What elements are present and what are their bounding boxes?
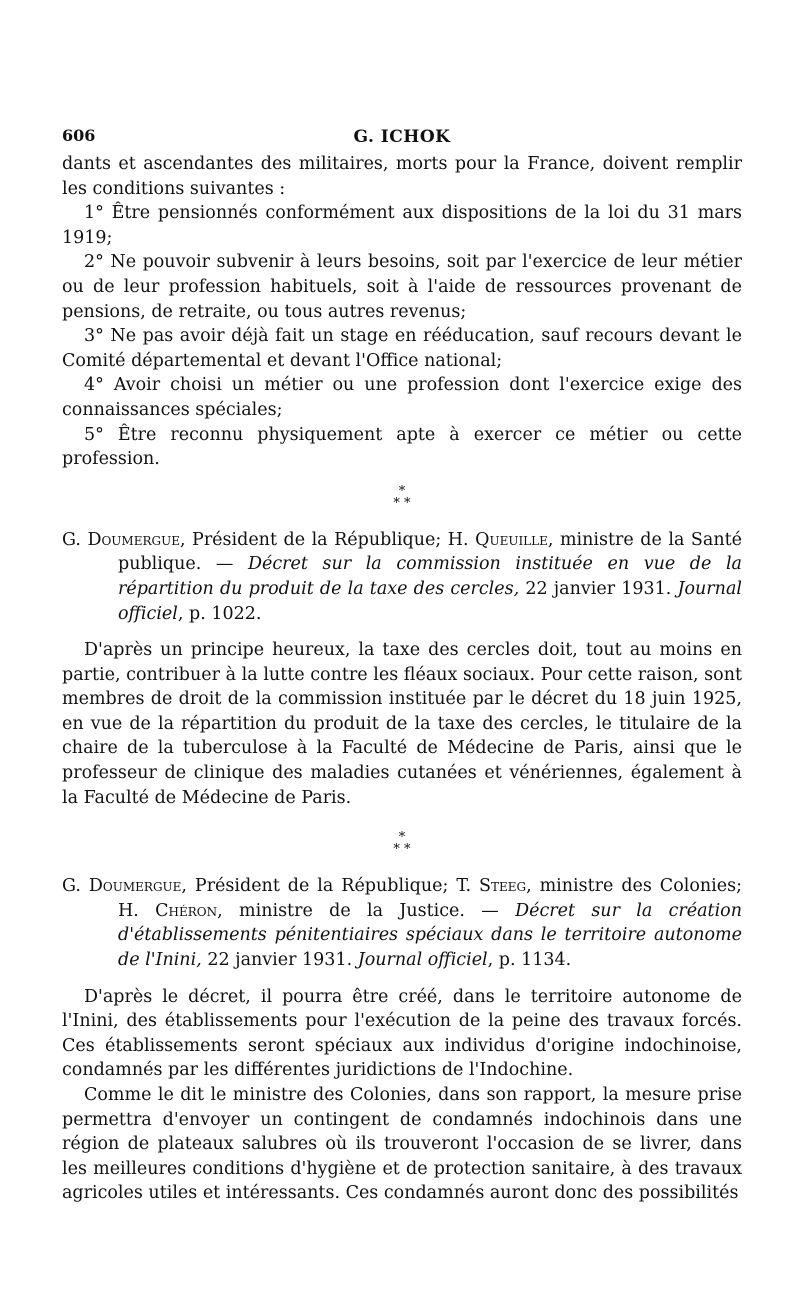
separator-star-bottom: * * [393,495,411,511]
condition-4: 4° Avoir choisi un métier ou une profession dont l'exercice exige des connaissances spéciales; [62,375,742,420]
condition-1: 1° Être pensionnés conformément aux dispositions de la loi du 31 mars 1919; [62,203,742,248]
author-name: Doumergue [87,529,180,550]
author-name: Queuille [475,529,548,550]
page-header [62,122,742,152]
entry-initial: G. [62,876,81,897]
running-head: G. ICHOK [353,127,451,147]
page-number: 606 [62,126,96,145]
journal-page: , p. 1134. [487,950,572,971]
author-role: , ministre de la Justice. — [217,900,516,921]
decree-2-body-1: D'après le décret, il pourra être créé, dans le territoire autonome de l'Inini, des établissements pour l'exécution de la peine des travaux forcés. Ces établissements seront spéciaux aux individus d'origine indochinoise, condamnés par les différentes juridictions de l'Indochine. [62,986,742,1081]
author-name: Steeg [478,876,527,897]
decree-1-body: D'après un principe heureux, la taxe des cercles doit, tout au moins en partie, contribuer à la lutte contre les fléaux sociaux. Pour cette raison, sont membres de droit de la commission instituée par le décret du 18 juin 1925, en vue de la répartition du produit de la taxe des cercles, le titulaire de la chaire de la tuberculose à la Faculté de Médecine de Paris, ainsi que le professeur de clinique des maladies cutanées et vénériennes, également à la Faculté de Médecine de Paris. [62,640,742,808]
intro-paragraph: dants et ascendantes des militaires, morts pour la France, doivent remplir les conditions suivantes : [62,154,742,199]
decree-title: Décret sur la création d'établissements pénitentiaires spéciaux dans le territoire autonome de l'Inini, [118,900,742,971]
author-role: , Président de la République; H. [179,529,469,550]
decree-entry-1 [62,528,742,626]
author-name: Chéron [155,900,218,921]
author-role: , ministre des Colonies; H. [118,876,742,921]
journal-page: , p. 1022. [177,603,262,624]
decree-title: Décret sur la commission instituée en vue de la répartition du produit de la taxe des cercles, [118,554,742,599]
separator-star-top: * [398,483,406,499]
section-separator [62,832,742,856]
condition-2: 2° Ne pouvoir subvenir à leurs besoins, soit par l'exercice de leur métier ou de leur profession habituels, soit à l'aide de ressources provenant de pensions, de retraite, ou tous autres revenus; [62,252,742,322]
entry-initial: G. [62,529,81,550]
author-name: Doumergue [88,876,182,897]
decree-date: 22 janvier 1931. [519,578,678,599]
page [62,122,742,1206]
journal-name: Journal officiel [357,950,488,971]
author-role: , ministre de la Santé publique. — [118,529,742,575]
decree-2-body-2: Comme le dit le ministre des Colonies, dans son rapport, la mesure prise permettra d'envoyer un contingent de condamnés indochinois dans une région de plateaux salubres où ils trouveront l'occasion de se livrer, dans les meilleures conditions d'hygiène et de protection sanitaire, à des travaux agricoles utiles et intéressants. Ces condamnés auront donc des possibilités [62,1085,742,1204]
decree-date: 22 janvier 1931. [201,950,358,971]
author-role: , Président de la République; T. [181,876,472,897]
decree-entry-2 [62,874,742,972]
separator-star-bottom: * * [393,842,411,858]
section-separator [62,483,742,511]
condition-3: 3° Ne pas avoir déjà fait un stage en rééducation, sauf recours devant le Comité départemental et devant l'Office national; [62,326,742,371]
separator-star-top: * [398,830,406,846]
journal-name: Journal officiel [118,578,742,624]
condition-5: 5° Être reconnu physiquement apte à exercer ce métier ou cette profession. [62,424,742,470]
